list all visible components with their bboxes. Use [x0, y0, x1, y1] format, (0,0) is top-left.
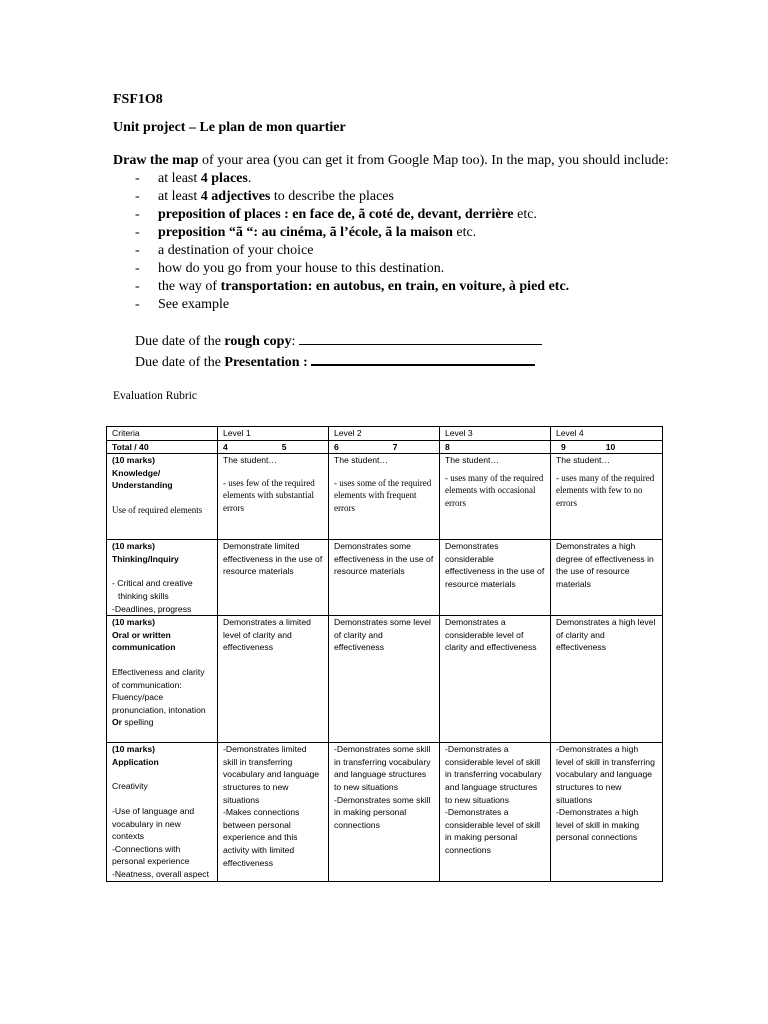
- criteria-thinking: (10 marks) Thinking/Inquiry - Critical and creative thinking skills -Deadlines, progress: [107, 540, 218, 616]
- table-row: [107, 540, 663, 616]
- list-item: - at least 4 adjectives to describe the places: [135, 188, 673, 206]
- intro-paragraph: [113, 152, 673, 170]
- communication-level-1: Demonstrates a limited level of clarity and effectiveness: [218, 616, 329, 743]
- rough-copy-due: Due date of the rough copy:: [135, 331, 673, 351]
- thinking-level-1: Demonstrate limited effectiveness in the use of resource materials: [218, 540, 329, 616]
- thinking-level-4: Demonstrates a high degree of effectiveness in the use of resource materials: [551, 540, 663, 616]
- total-level-1: 4 5: [218, 440, 329, 454]
- document-body: [113, 92, 673, 403]
- list-item: - See example: [135, 296, 673, 314]
- list-item: - the way of transportation: en autobus, en train, en voiture, à pied etc.: [135, 278, 673, 296]
- communication-level-3: Demonstrates a considerable level of clarity and effectiveness: [440, 616, 551, 743]
- project-title: Unit project – Le plan de mon quartier: [113, 120, 346, 135]
- total-label: Total / 40: [107, 440, 218, 454]
- header-level-1: Level 1: [218, 427, 329, 441]
- communication-level-4: Demonstrates a high level of clarity and effectiveness: [551, 616, 663, 743]
- criteria-knowledge: (10 marks) Knowledge/ Understanding Use of required elements: [107, 454, 218, 540]
- header-level-4: Level 4: [551, 427, 663, 441]
- list-item: - a destination of your choice: [135, 242, 673, 260]
- criteria-application: (10 marks) Application Creativity -Use of language and vocabulary in new contexts -Connections with personal experience -Neatness, overall aspect: [107, 743, 218, 882]
- table-row: [107, 616, 663, 743]
- presentation-due: Due date of the Presentation :: [135, 351, 673, 372]
- total-level-2: 6 7: [329, 440, 440, 454]
- header-level-2: Level 2: [329, 427, 440, 441]
- due-dates: [113, 331, 673, 372]
- table-row: [107, 454, 663, 540]
- total-row: [107, 440, 663, 454]
- total-level-4: 9 10: [551, 440, 663, 454]
- thinking-level-3: Demonstrates considerable effectiveness in the use of resource materials: [440, 540, 551, 616]
- communication-level-2: Demonstrates some level of clarity and effectiveness: [329, 616, 440, 743]
- evaluation-rubric-table: [106, 426, 663, 882]
- course-code: FSF1O8: [113, 92, 163, 107]
- criteria-communication: (10 marks) Oral or written communication Effectiveness and clarity of communication: Fluency/pace pronunciation, intonation Or spelling: [107, 616, 218, 743]
- application-level-4: -Demonstrates a high level of skill in transferring vocabulary and language structures to new situations -Demonstrates a high level of skill in making personal connections: [551, 743, 663, 882]
- requirements-list: [113, 170, 673, 314]
- knowledge-level-3: The student… - uses many of the required elements with occasional errors: [440, 454, 551, 540]
- total-level-3: 8: [440, 440, 551, 454]
- header-level-3: Level 3: [440, 427, 551, 441]
- intro-rest: of your area (you can get it from Google Map too). In the map, you should include:: [198, 153, 669, 168]
- table-header-row: [107, 427, 663, 441]
- rough-copy-blank-line[interactable]: [299, 331, 542, 345]
- table-row: [107, 743, 663, 882]
- knowledge-level-1: The student… - uses few of the required elements with substantial errors: [218, 454, 329, 540]
- application-level-3: -Demonstrates a considerable level of skill in transferring vocabulary and language structures to new situations -Demonstrates a considerable level of skill in making personal connections: [440, 743, 551, 882]
- header-criteria: Criteria: [107, 427, 218, 441]
- rubric-title: Evaluation Rubric: [113, 390, 197, 402]
- knowledge-level-4: The student… - uses many of the required elements with few to no errors: [551, 454, 663, 540]
- thinking-level-2: Demonstrates some effectiveness in the use of resource materials: [329, 540, 440, 616]
- application-level-1: -Demonstrates limited skill in transferring vocabulary and language structures to new situations -Makes connections between personal experience and this activity with limited effectiveness: [218, 743, 329, 882]
- application-level-2: -Demonstrates some skill in transferring vocabulary and language structures to new situations -Demonstrates some skill in making personal connections: [329, 743, 440, 882]
- list-item: - preposition “ã “: au cinéma, ã l’école, ã la maison etc.: [135, 224, 673, 242]
- list-item: - how do you go from your house to this destination.: [135, 260, 673, 278]
- list-item: - preposition of places : en face de, ã coté de, devant, derrière etc.: [135, 206, 673, 224]
- list-item: - at least 4 places.: [135, 170, 673, 188]
- presentation-blank-line[interactable]: [311, 351, 535, 366]
- knowledge-level-2: The student… - uses some of the required elements with frequent errors: [329, 454, 440, 540]
- intro-lead: Draw the map: [113, 153, 199, 168]
